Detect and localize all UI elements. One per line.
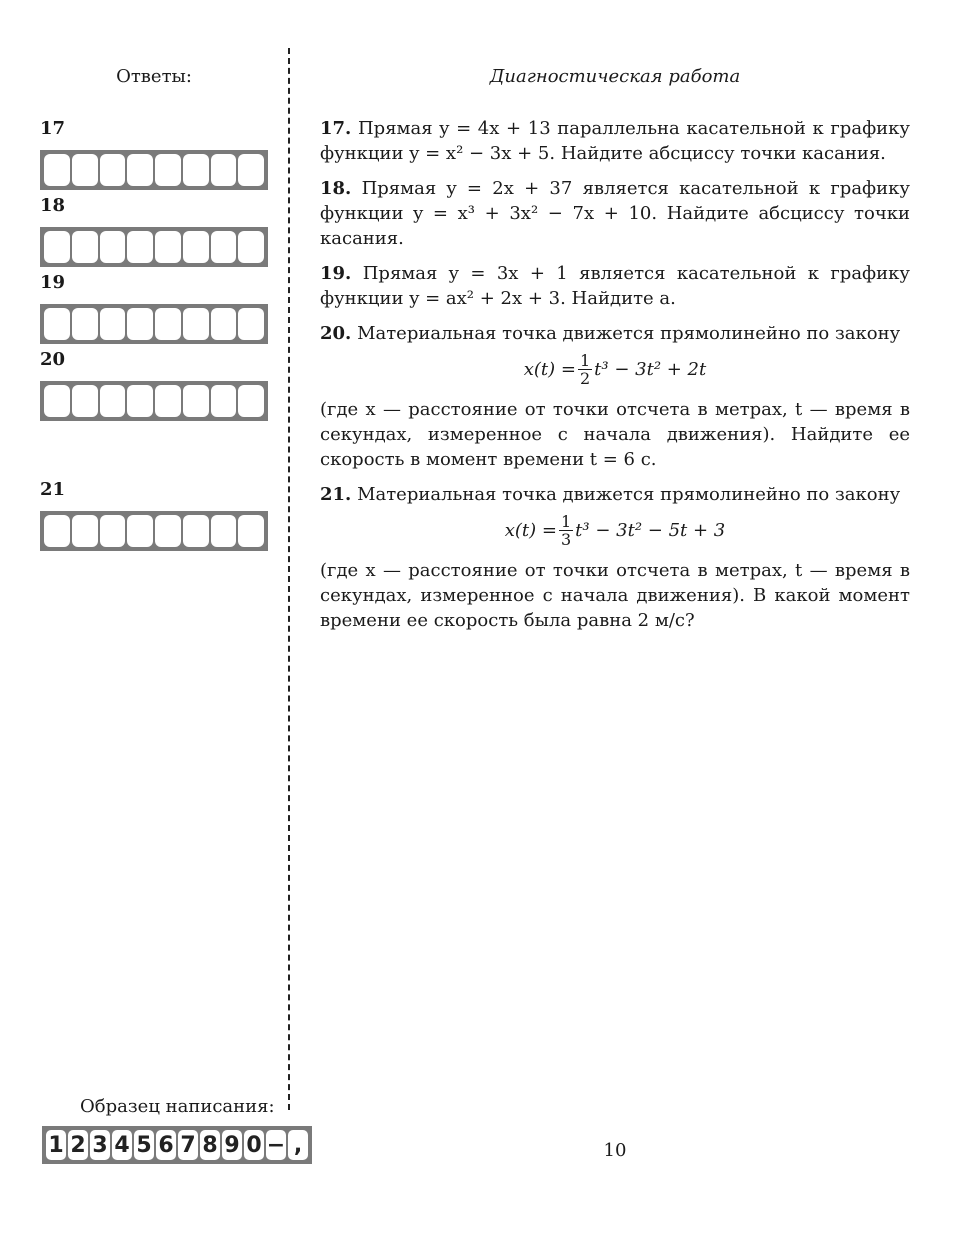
answer-field-20[interactable] (40, 381, 268, 421)
formula-lhs: x(t) = (504, 520, 557, 541)
sample-char: 4 (112, 1130, 132, 1160)
sample-char: 9 (222, 1130, 242, 1160)
fraction (578, 352, 592, 387)
problem-17 (320, 116, 910, 166)
fraction-numerator: 1 (579, 351, 591, 370)
answer-field-21[interactable] (40, 511, 268, 551)
formula (320, 513, 910, 548)
problem-text: Материальная точка движется прямолинейно по закону (357, 484, 901, 505)
sample-char: − (266, 1130, 286, 1160)
formula-rhs: t³ − 3t² + 2t (594, 359, 707, 380)
fraction-numerator: 1 (560, 512, 572, 531)
problem-number: 17. (320, 118, 352, 139)
problem-number: 18. (320, 178, 352, 199)
sample-char: 2 (68, 1130, 88, 1160)
sample-char: 6 (156, 1130, 176, 1160)
sample-char: 5 (134, 1130, 154, 1160)
answer-field-18[interactable] (40, 227, 268, 267)
page-number: 10 (603, 1140, 627, 1161)
answer-label-20: 20 (40, 349, 66, 370)
problem-21 (320, 482, 910, 633)
problem-number: 21. (320, 484, 352, 505)
problem-18 (320, 176, 910, 251)
page-title: Диагностическая работа (489, 66, 741, 87)
problem-text: Прямая y = 3x + 1 является касательной к графику функции y = ax² + 2x + 3. Найдите a. (320, 263, 910, 309)
fraction-denominator: 2 (579, 369, 591, 388)
sample-char: 8 (200, 1130, 220, 1160)
sample-char: 0 (244, 1130, 264, 1160)
sample-char: 7 (178, 1130, 198, 1160)
formula-lhs: x(t) = (523, 359, 576, 380)
sample-char: 1 (46, 1130, 66, 1160)
problem-number: 20. (320, 323, 352, 344)
answers-header: Ответы: (116, 66, 192, 87)
problem-number: 19. (320, 263, 352, 284)
answer-label-17: 17 (40, 118, 66, 139)
answer-label-19: 19 (40, 272, 66, 293)
problem-text: Материальная точка движется прямолинейно по закону (357, 323, 901, 344)
problems-list (320, 116, 910, 643)
answer-field-19[interactable] (40, 304, 268, 344)
cut-line-divider (288, 48, 290, 1110)
fraction (559, 513, 573, 548)
fraction-denominator: 3 (560, 530, 572, 549)
problem-text: Прямая y = 2x + 37 является касательной к графику функции y = x³ + 3x² − 7x + 10. Найдите абсциссу точки касания. (320, 178, 910, 249)
sample-label: Образец написания: (80, 1096, 275, 1117)
problem-19 (320, 261, 910, 311)
formula (320, 352, 910, 387)
problem-20 (320, 321, 910, 472)
sample-writing-strip (42, 1126, 312, 1164)
answer-label-21: 21 (40, 479, 66, 500)
formula-rhs: t³ − 3t² − 5t + 3 (575, 520, 726, 541)
answer-label-18: 18 (40, 195, 66, 216)
problem-continuation: (где x — расстояние от точки отсчета в метрах, t — время в секундах, измеренное с начала движения). В какой момент времени ее скорость была равна 2 м/с? (320, 560, 910, 631)
problem-text: Прямая y = 4x + 13 параллельна касательной к графику функции y = x² − 3x + 5. Найдите абсциссу точки касания. (320, 118, 910, 164)
answer-field-17[interactable] (40, 150, 268, 190)
sample-char: 3 (90, 1130, 110, 1160)
problem-continuation: (где x — расстояние от точки отсчета в метрах, t — время в секундах, измеренное с начала движения). Найдите ее скорость в момент времени t = 6 с. (320, 399, 910, 470)
sample-char: , (288, 1130, 308, 1160)
